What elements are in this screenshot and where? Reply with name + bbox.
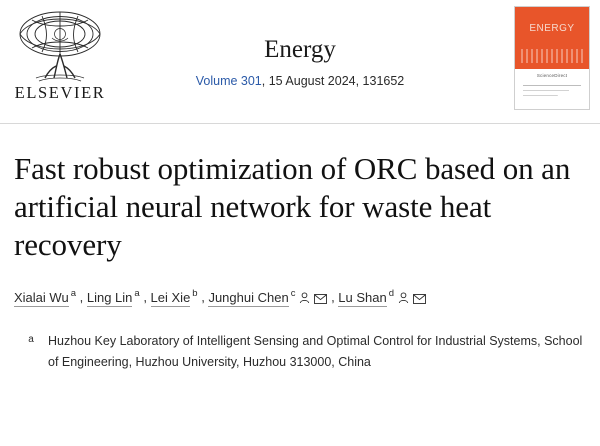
journal-issue-meta [150,74,450,88]
author-name[interactable]: Lei Xie [150,289,191,305]
cover-caption: ScienceDirect [536,73,568,78]
email-icon[interactable] [413,290,426,310]
author-name[interactable]: Lu Shan [338,289,387,305]
cover-top-band [515,7,589,69]
cover-placeholder-lines [523,85,581,103]
journal-info [150,36,450,88]
email-icon[interactable] [314,290,327,310]
journal-title: Energy [264,36,336,63]
author-entry [87,290,143,305]
author-list [14,287,586,309]
author-entry [208,290,331,305]
volume-link[interactable]: Volume 301 [195,73,262,88]
page-title: Fast robust optimization of ORC based on an artificial neural network for waste heat recovery [14,151,571,262]
author-separator: , [331,289,339,305]
affiliation-letter: a [28,334,34,346]
author-profile-icon[interactable] [299,290,310,310]
affiliation-text: Huzhou Key Laboratory of Intelligent Sensing and Optimal Control for Industrial Systems, School of Engineering, Huzhou University, Huzhou 313000, China [48,334,583,369]
author-separator: , [79,289,87,305]
author-separator: , [201,289,209,305]
elsevier-logo[interactable] [8,8,112,112]
author-affiliation-mark: b [192,288,198,300]
author-entry [338,290,426,305]
author-entry [151,290,202,305]
cover-journal-word: ENERGY [529,23,575,34]
author-affiliation-mark: c [290,288,296,300]
author-entry [14,290,80,305]
author-name[interactable]: Xialai Wu [14,289,69,305]
journal-header [0,0,600,124]
author-affiliation-mark: d [388,288,395,300]
elsevier-tree-icon [12,8,108,84]
author-name[interactable]: Ling Lin [86,289,133,305]
cover-bottom-band [515,69,589,109]
author-profile-icon[interactable] [398,290,409,310]
article-block [0,124,600,372]
author-separator: , [143,289,151,305]
author-name[interactable]: Junghui Chen [208,289,289,305]
author-affiliation-mark: a [134,288,140,300]
cover-decorative-bars [521,49,583,63]
publisher-name: ELSEVIER [14,83,106,102]
affiliation-entry [14,331,586,372]
author-affiliation-mark: a [70,288,76,300]
issue-date-text: , 15 August 2024, 131652 [261,73,405,88]
journal-cover-thumbnail[interactable] [514,6,590,110]
